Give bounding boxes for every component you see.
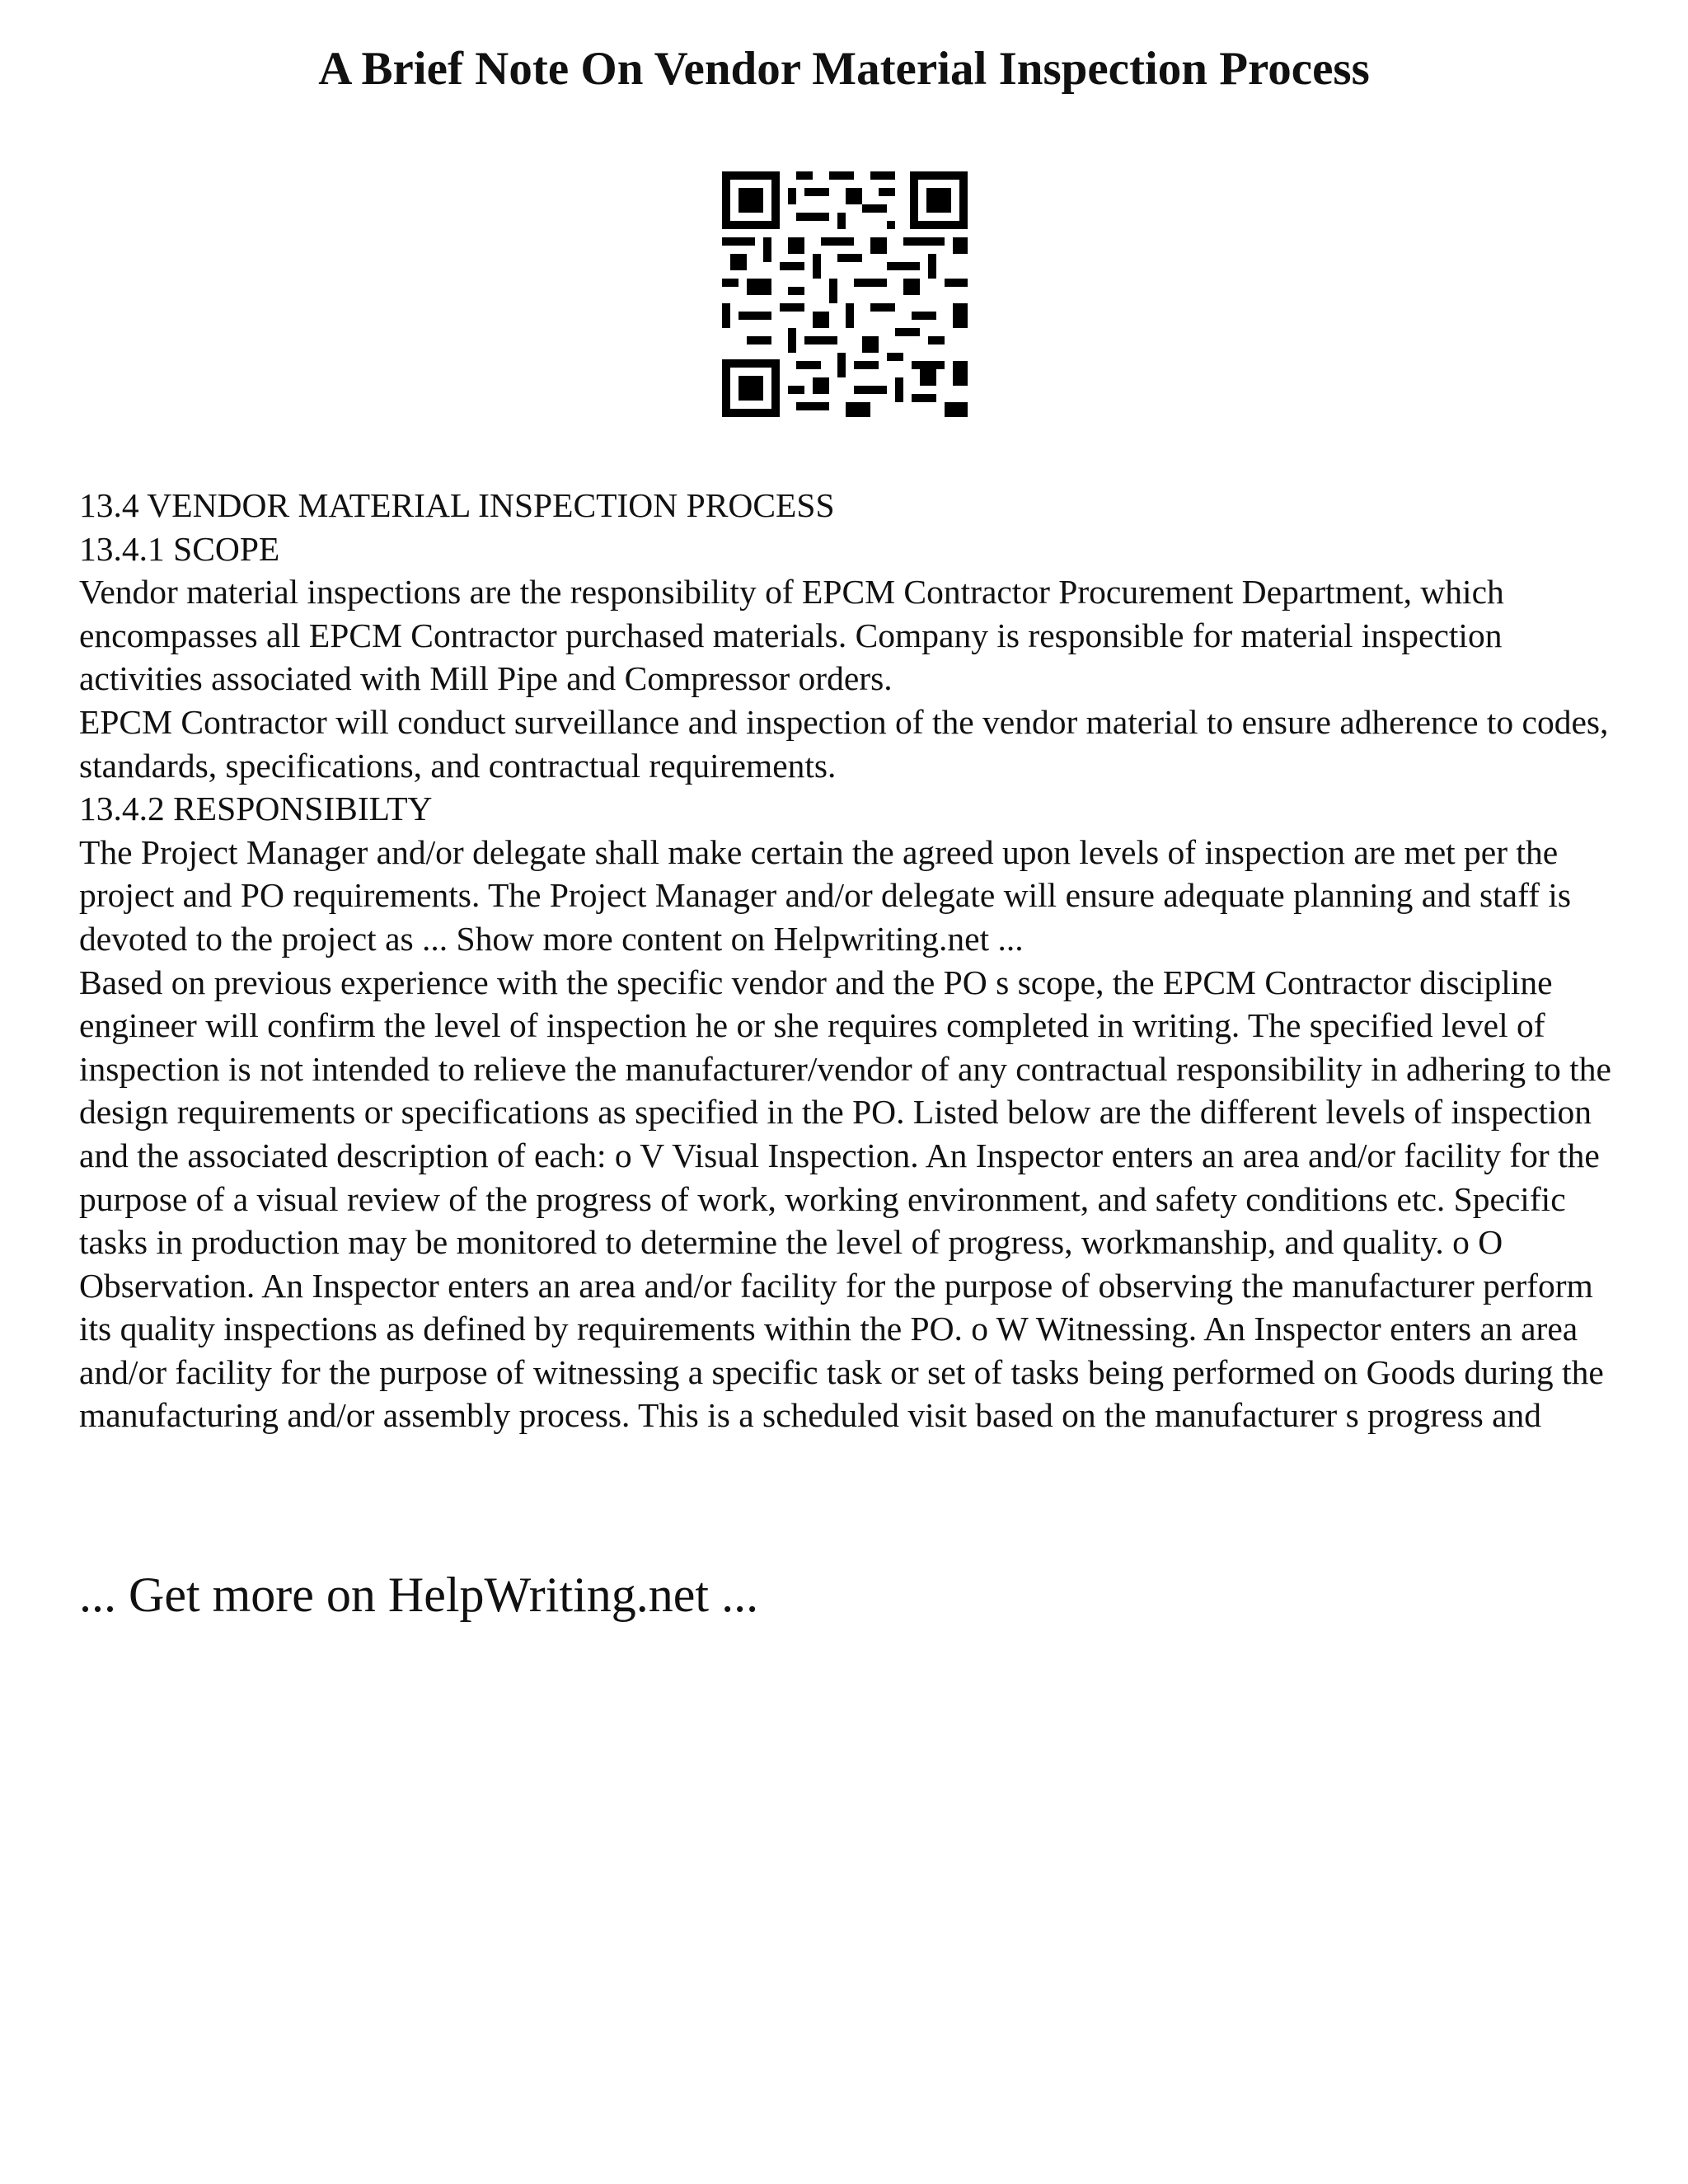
responsibility-heading: 13.4.2 RESPONSIBILTY [79,790,433,828]
scope-paragraph-1: Vendor material inspections are the responsibility of EPCM Contractor Procurement Department, which encompasses all EPCM Contractor purchased materials. Company is responsible for material inspection activities associated with Mill Pipe and Compressor orders. [79,573,1504,698]
qr-code-icon [722,171,968,417]
scope-heading: 13.4.1 SCOPE [79,529,280,568]
document-title: A Brief Note On Vendor Material Inspection Process [318,43,1370,95]
main-section-heading: 13.4 VENDOR MATERIAL INSPECTION PROCESS [79,486,835,524]
scope-paragraph-2: EPCM Contractor will conduct surveillance and inspection of the vendor material to ensure adherence to codes, standards, specifications, and contractual requirements. [79,702,1609,785]
inspection-levels-paragraph: Based on previous experience with the specific vendor and the PO s scope, the EPCM Contractor discipline engineer will confirm the level of inspection he or she requires completed in writing. The specified level of inspection is not intended to relieve the manufacturer/vendor of any contractual responsibility in adhering to the design requirements or specifications as specified in the PO. Listed below are the different levels of inspection and the associated description of each: o V Visual Inspection. An Inspector enters an area and/or facility for the purpose of a visual review of the progress of work, working environment, and safety conditions etc. Specific tasks in production may be monitored to determine the level of progress, workmanship, and quality. o O Observation. An Inspector enters an area and/or facility for the purpose of observing the manufacturer perform its quality inspections as defined by requirements within the PO. o W Witnessing. An Inspector enters an area and/or facility for the purpose of witnessing a specific task or set of tasks being performed on Goods during the manufacturing and/or assembly process. This is a scheduled visit based on the manufacturer s progress and [79,963,1611,1435]
responsibility-paragraph: The Project Manager and/or delegate shall make certain the agreed upon levels of inspection are met per the project and PO requirements. The Project Manager and/or delegate will ensure adequate planning and staff is devoted to the project as ... Show more content on Helpwriting.net ... [79,832,1572,958]
document-body [79,484,1629,1437]
get-more-link[interactable]: ... Get more on HelpWriting.net ... [79,1568,759,1622]
